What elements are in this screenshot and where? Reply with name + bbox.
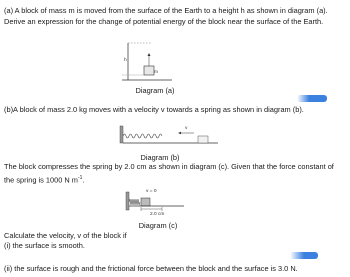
block-b [198, 136, 208, 143]
unit-superscript: -1 [77, 174, 83, 181]
highlight-mark-2 [290, 252, 318, 259]
block-c [141, 198, 150, 206]
part-a-text: (a) A block of mass m is moved from the surface of the Earth to a height h as shown in diagram (a). Derive an expression for the change of potential energy of the block near the surface of the Earth. [4, 6, 328, 26]
questions-intro: Calculate the velocity, v of the block if [4, 231, 127, 240]
wall-b [120, 126, 123, 143]
part-b-text: (b)A block of mass 2.0 kg moves with a velocity v towards a spring as shown in diagram (b). [4, 105, 304, 114]
velocity-zero-label: v = 0 [146, 189, 157, 194]
question-i: (i) the surface is smooth. [4, 241, 85, 250]
caption-diagram-b: Diagram (b) [140, 153, 180, 162]
compress-text-main: The block compresses the spring by 2.0 cm as shown in diagram (c). Given that the force constant of the spring is 1000 N m [4, 162, 334, 185]
mass-label: m [154, 70, 158, 75]
question-ii: (ii) the surface is rough and the frictional force between the block and the surface is 3.0 N. [4, 264, 298, 273]
wall-c [126, 192, 129, 210]
compression-label: 2.0 cm [150, 212, 165, 217]
highlight-mark [297, 95, 327, 102]
compress-text-end: . [82, 175, 85, 185]
caption-diagram-c: Diagram (c) [138, 221, 178, 230]
spring-c [129, 199, 140, 205]
compress-text [4, 162, 346, 186]
diagram-a [122, 40, 172, 84]
diagram-b [118, 124, 218, 146]
height-label: h [124, 58, 127, 63]
block-a [144, 66, 154, 75]
spring-b [123, 134, 162, 138]
caption-diagram-a: Diagram (a) [135, 86, 175, 95]
velocity-label-b: v [185, 126, 188, 131]
